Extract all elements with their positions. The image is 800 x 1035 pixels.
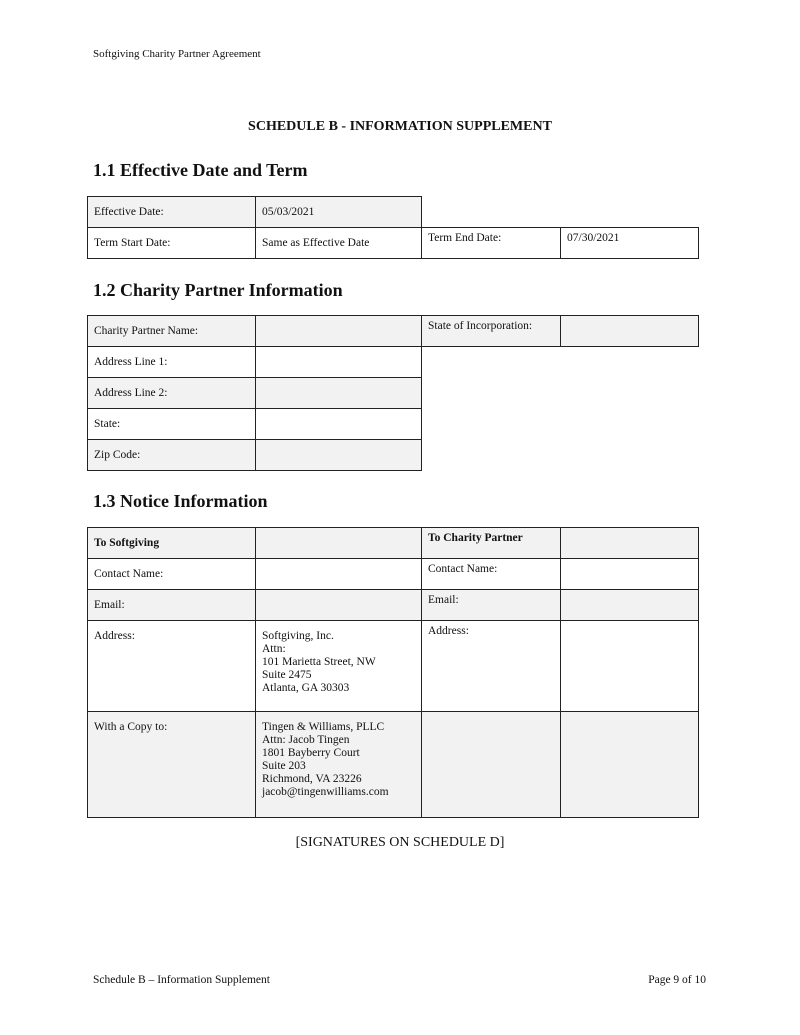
term-end-label: Term End Date: <box>422 228 561 259</box>
section-heading-1-1: 1.1 Effective Date and Term <box>93 160 308 180</box>
schedule-title: SCHEDULE B - INFORMATION SUPPLEMENT <box>248 119 552 134</box>
running-header: Softgiving Charity Partner Agreement <box>93 48 261 60</box>
copy-to-address <box>256 712 422 818</box>
zip-code-label: Zip Code: <box>88 440 256 471</box>
address-line-1-value <box>256 347 422 378</box>
state-incorporation-value <box>561 316 699 347</box>
term-start-label: Term Start Date: <box>88 228 256 259</box>
footer-page-number: Page 9 of 10 <box>648 974 706 986</box>
copy-line: jacob@tingenwilliams.com <box>262 786 389 798</box>
softgiving-address <box>256 621 422 712</box>
empty-cell <box>422 197 699 228</box>
copy-line: 1801 Bayberry Court <box>262 747 360 759</box>
charity-name-value <box>256 316 422 347</box>
notice-info-table <box>87 527 699 818</box>
charity-contact-name-label: Contact Name: <box>422 559 561 590</box>
state-value <box>256 409 422 440</box>
term-start-value: Same as Effective Date <box>256 228 422 259</box>
contact-name-value <box>256 559 422 590</box>
email-value <box>256 590 422 621</box>
charity-name-label: Charity Partner Name: <box>88 316 256 347</box>
charity-address-value <box>561 621 699 712</box>
charity-info-table <box>87 315 699 471</box>
charity-contact-name-value <box>561 559 699 590</box>
copy-line: Richmond, VA 23226 <box>262 773 362 785</box>
footer-left: Schedule B – Information Supplement <box>93 974 270 986</box>
term-end-value: 07/30/2021 <box>561 228 699 259</box>
address-line-2-label: Address Line 2: <box>88 378 256 409</box>
copy-line: Tingen & Williams, PLLC <box>262 721 385 733</box>
address-line-1-label: Address Line 1: <box>88 347 256 378</box>
zip-code-value <box>256 440 422 471</box>
section-heading-1-3: 1.3 Notice Information <box>93 491 268 511</box>
effective-date-table <box>87 196 699 259</box>
address-line: Suite 2475 <box>262 669 312 681</box>
address-line: Attn: <box>262 643 286 655</box>
contact-name-label: Contact Name: <box>88 559 256 590</box>
copy-line: Attn: Jacob Tingen <box>262 734 350 746</box>
copy-line: Suite 203 <box>262 760 306 772</box>
address-line: Atlanta, GA 30303 <box>262 682 350 694</box>
copy-to-label: With a Copy to: <box>88 712 256 818</box>
section-heading-1-2: 1.2 Charity Partner Information <box>93 280 343 300</box>
address-line: Softgiving, Inc. <box>262 630 334 642</box>
effective-date-value: 05/03/2021 <box>256 197 422 228</box>
address-line-2-value <box>256 378 422 409</box>
address-line: 101 Marietta Street, NW <box>262 656 376 668</box>
to-softgiving-header: To Softgiving <box>88 528 256 559</box>
to-charity-header: To Charity Partner <box>422 528 561 559</box>
state-incorporation-label: State of Incorporation: <box>422 316 561 347</box>
state-label: State: <box>88 409 256 440</box>
charity-address-label: Address: <box>422 621 561 712</box>
address-label: Address: <box>88 621 256 712</box>
charity-email-value <box>561 590 699 621</box>
email-label: Email: <box>88 590 256 621</box>
signatures-note: [SIGNATURES ON SCHEDULE D] <box>295 835 505 850</box>
charity-email-label: Email: <box>422 590 561 621</box>
effective-date-label: Effective Date: <box>88 197 256 228</box>
